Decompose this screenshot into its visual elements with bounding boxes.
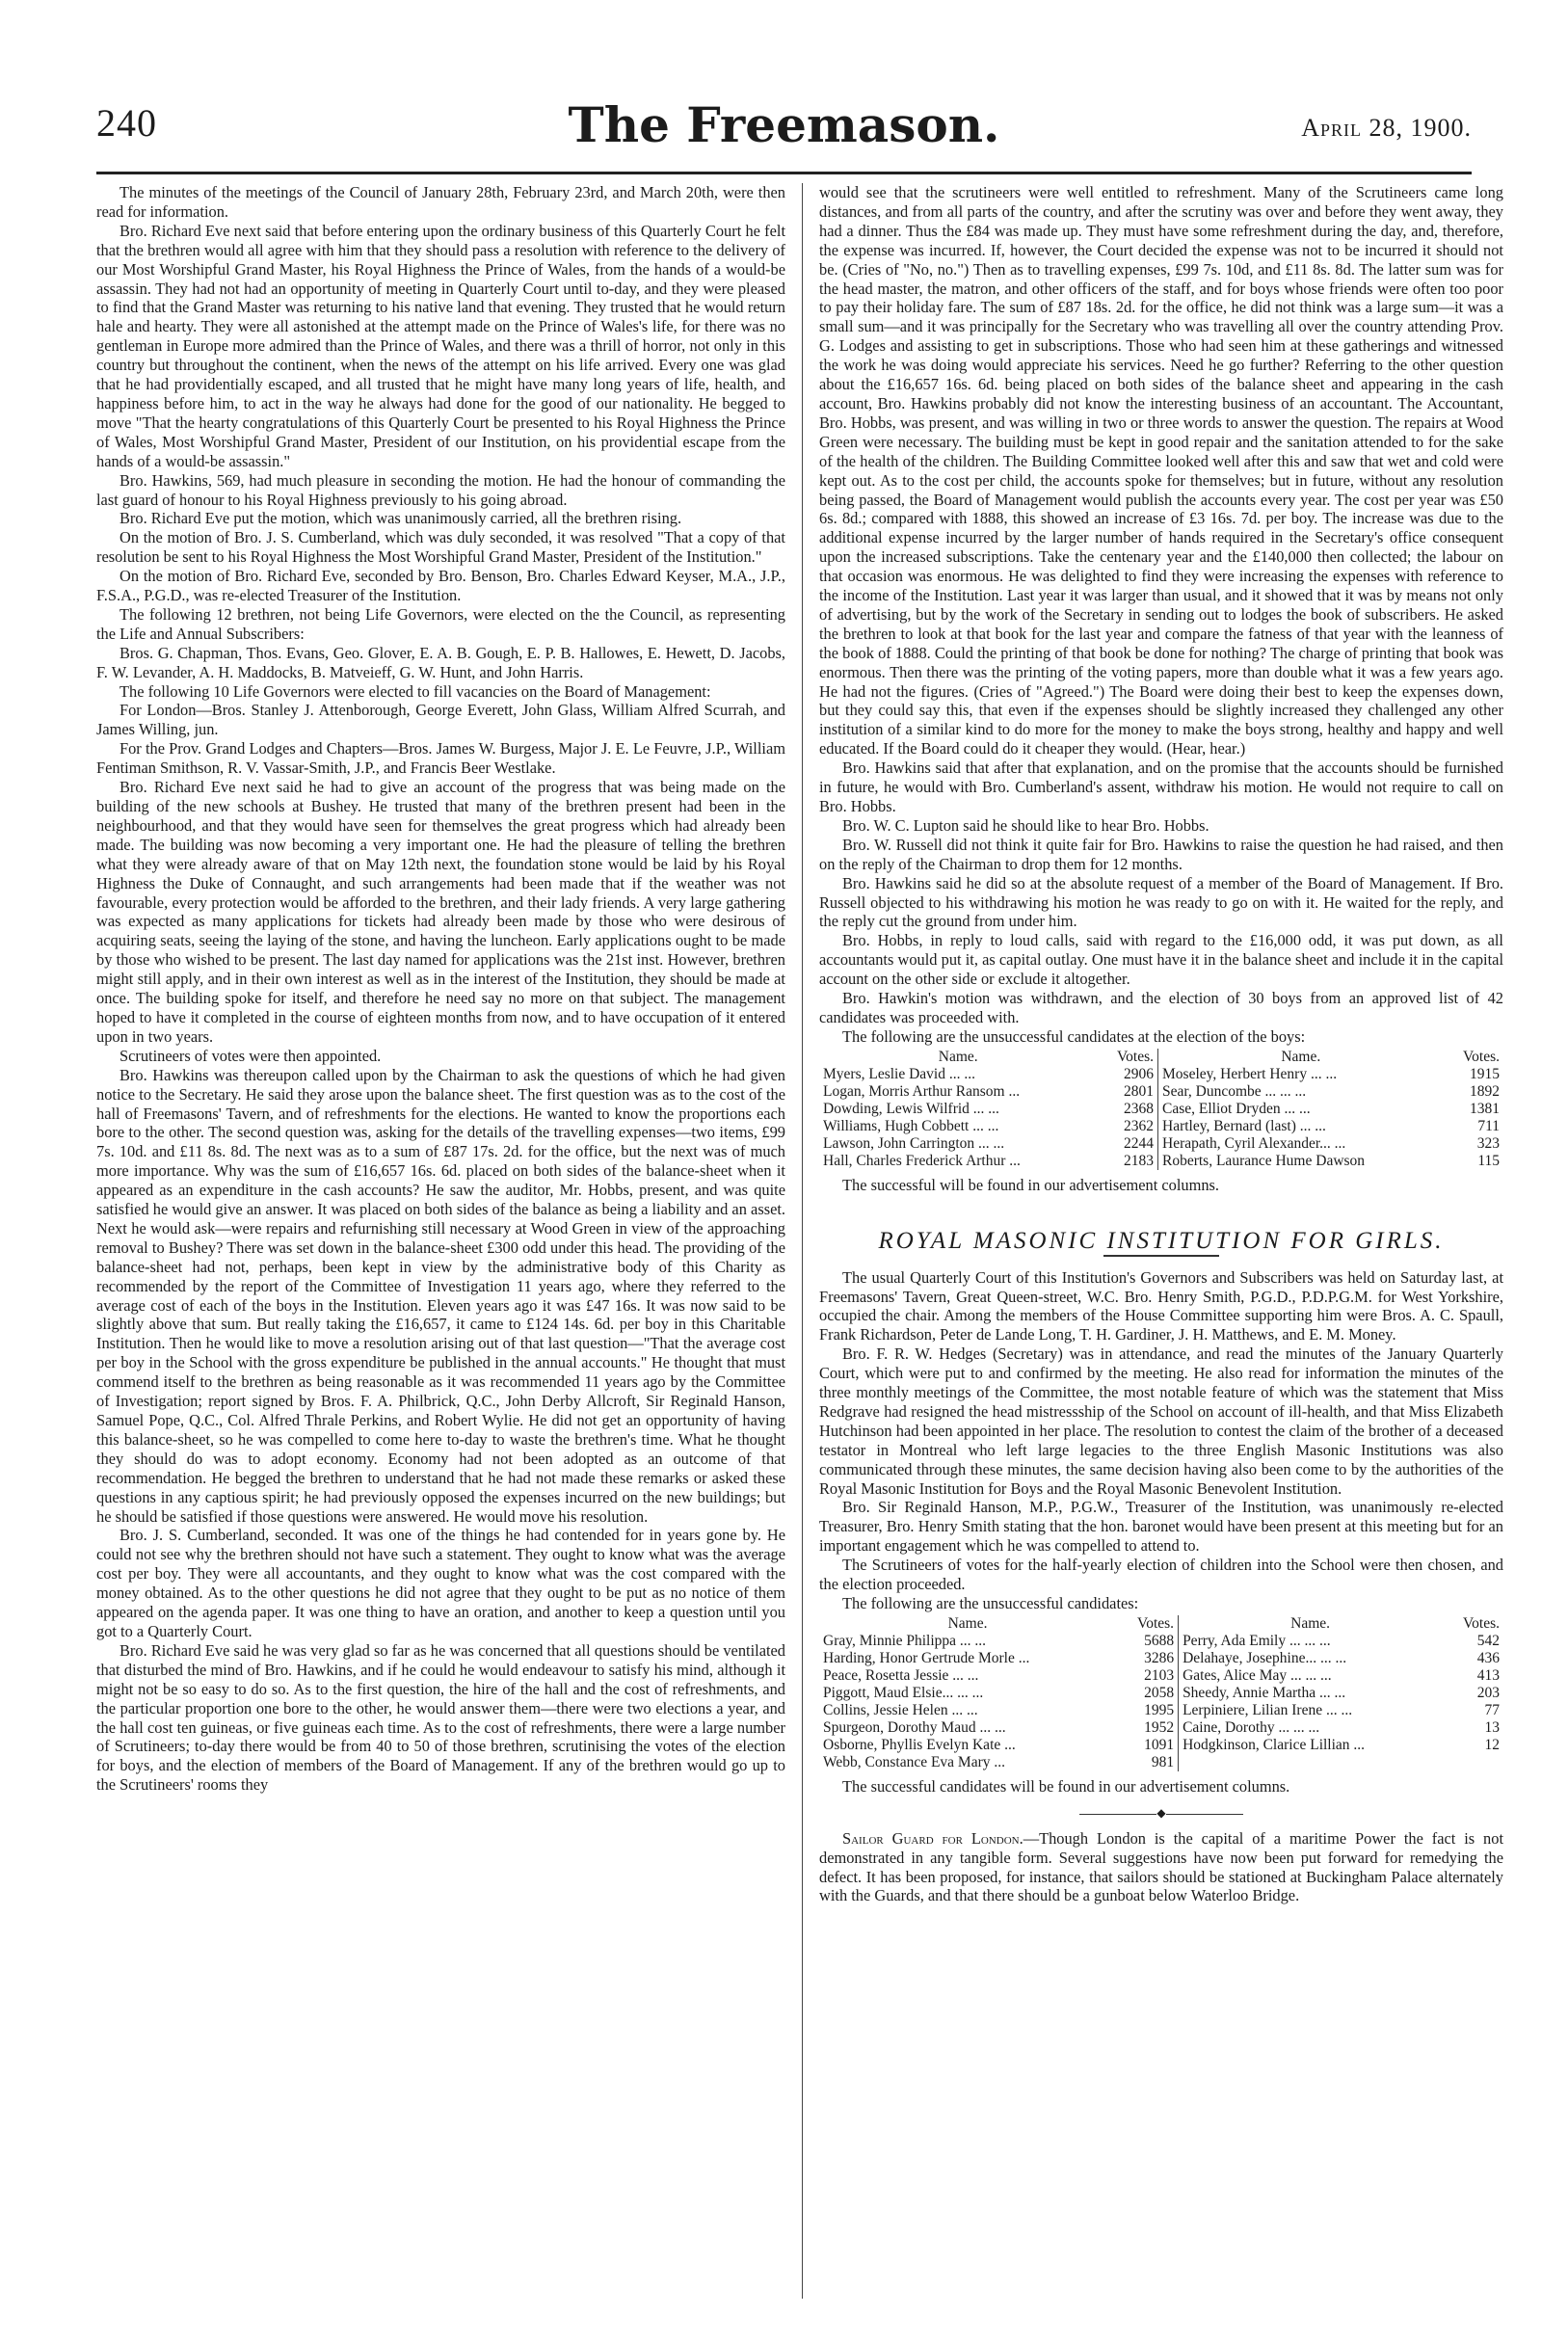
candidate-name: Collins, Jessie Helen ... ... [823,1701,978,1718]
paragraph: Bro. Hawkin's motion was withdrawn, and the election of 30 boys from an approved list of 42 candidates was proceeded with. [819,989,1503,1026]
paragraph: On the motion of Bro. J. S. Cumberland, which was duly seconded, it was resolved "That a copy of that resolution be sent to his Royal Highness the Most Worshipful Grand Master, President of the Institution." [96,528,785,567]
table-row [819,1685,1503,1702]
table-row [819,1667,1503,1685]
paragraph: Bro. Hawkins said he did so at the absolute request of a member of the Board of Management. If Bro. Russell objected to his withdrawing his motion he was ready to go on with it. He waited for the reply, and the reply cut the ground from under him. [819,873,1503,931]
candidate-votes: 2801 [1097,1083,1157,1101]
candidate-name: Logan, Morris Arthur Ransom ... [823,1082,1021,1100]
candidate-votes: 413 [1476,1666,1500,1684]
girls-votes-table [819,1615,1503,1771]
candidate-name: Hodgkinson, Clarice Lillian ... [1183,1736,1366,1753]
candidate-votes: 115 [1477,1152,1500,1169]
table-header-row [819,1049,1503,1066]
candidate-name: Peace, Rosetta Jessie ... ... [823,1666,979,1684]
candidate-name: Lawson, John Carrington ... ... [823,1134,1005,1152]
candidate-votes: 981 [1116,1754,1178,1771]
paragraph: Bro. W. Russell did not think it quite fair for Bro. Hawkins to raise the question he had raised, and then on the reply of the Chairman to drop them for 12 months. [819,835,1503,873]
candidate-name: Sheedy, Annie Martha ... ... [1183,1684,1346,1701]
candidate-votes: 13 [1484,1718,1500,1736]
candidate-name: Myers, Leslie David ... ... [823,1065,975,1082]
candidate-votes: 1995 [1116,1702,1178,1719]
candidate-name [1179,1754,1443,1771]
candidate-name: Delahaye, Josephine... ... ... [1183,1649,1347,1666]
candidate-votes: 2906 [1097,1066,1157,1083]
paragraph: would see that the scrutineers were well entitled to refreshment. Many of the Scrutineers came long distances, and from all parts of the country, and after the scrutiny was over and before they went away, they had a dinner. Thus the £84 was made up. They must have some refreshment during the day, and, therefore, the expense was incurred. If, however, the Court decided the expense was not to be incurred it should not be. (Cries of "No, no.") Then as to travelling expenses, £99 7s. 10d, and £11 8s. 8d. The latter sum was for the head master, the matron, and other officers of the staff, and for boys whose friends were often too poor to pay their holiday fare. The sum of £87 18s. 2d. for the office, he did not think was a large sum—it was a small sum—and it was principally for the Secretary who was travelling all over the country attending Prov. G. Lodges and assisting to get in subscriptions. Those who had seen him at these gatherings and witnessed the work he was doing would appreciate his services. Need he go further? Referring to the other question about the £16,657 16s. 6d. being placed on both sides of the balance sheet and appearing in the cash account, Bro. Hawkins probably did not know the interesting business of an accountant. The Accountant, Bro. Hobbs, was present, and was willing in two or three words to answer the question. The repairs at Wood Green were necessary. The building must be kept in good repair and the sanitation attended to for the sake of the health of the children. The Building Committee looked well after this and saw that wet and cold were kept out. As to the cost per child, the accounts spoke for themselves; but in future, without any resolution being passed, the Board of Management would publish the accounts every year. The cost per year was £50 6s. 8d.; compared with 1888, this showed an increase of £3 16s. 7d. per boy. The increase was due to the additional expense incurred by the larger number of hands required in the Secretary's office consequent upon the increased subscriptions. Take the centenary year and the £140,000 then collected; the labour on that occasion was enormous. He was delighted to find they were increasing the expenses with reference to the income of the Institution. Last year it was larger than usual, and it showed that it was by means not only of advertising, but by the work of the Secretary in sending out to lodges the book of subscribers. He asked the brethren to look at that book for the last year and compare the fatness of that year with the leanness of the book of 1888. Could the printing of that book be done for nothing? The charge of printing that book was enormous. Then there was the printing of the voting papers, more than double what it was a few years ago. He had not the figures. (Cries of "Agreed.") The Board were doing their best to keep the expenses down, but they could say this, that even if the expenses should be slightly increased they challenged any other institution of a similar kind to do more for the money to make the boys strong, healthy and happy and well educated. If the Board could do it cheaper they would. (Hear, hear.) [819,183,1503,758]
paragraph: Bro. J. S. Cumberland, seconded. It was one of the things he had contended for in years gone by. He could not see why the brethren should not have such a statement. They ought to know what was the average cost per boy. They were all accountants, and they ought to know what was the cost compared with the money obtained. As to the other questions he did not agree that they ought to be put as no notice of them appeared on the agenda paper. It was one thing to have an oration, and another to keep a question until you got to a Quarterly Court. [96,1526,785,1640]
masthead [96,96,1472,164]
paragraph: On the motion of Bro. Richard Eve, seconded by Bro. Benson, Bro. Charles Edward Keyser, M.A., J.P., F.S.A., P.G.D., was re-elected Treasurer of the Institution. [96,567,785,605]
candidate-name: Herapath, Cyril Alexander... ... [1162,1134,1346,1152]
column-header: Votes. [1462,1048,1500,1065]
candidate-votes: 323 [1476,1134,1500,1152]
candidate-name: Harding, Honor Gertrude Morle ... [823,1649,1030,1666]
section-heading: ROYAL MASONIC INSTITUTION FOR GIRLS. [878,1227,1445,1254]
candidate-votes: 1091 [1116,1737,1178,1754]
section-spacer [819,1195,1503,1211]
candidate-votes: 203 [1476,1684,1500,1701]
candidate-name: Osborne, Phyllis Evelyn Kate ... [823,1736,1016,1753]
candidate-votes: 1952 [1116,1719,1178,1737]
paragraph: The following are the unsuccessful candidates: [842,1594,1139,1612]
page-number: 240 [96,101,157,145]
paragraph: Bro. Hobbs, in reply to loud calls, said with regard to the £16,000 odd, it was put down, as all accountants would put it, as capital outlay. One must have it in the balance sheet and include it in the capital account on the other side or exclude it altogether. [819,931,1503,989]
candidate-votes: 711 [1477,1117,1500,1134]
table-row [819,1153,1503,1170]
table-row [819,1101,1503,1118]
section-ornament: ◆ [819,1804,1503,1823]
paragraph: The following 10 Life Governors were elected to fill vacancies on the Board of Management: [120,681,711,701]
table-row [819,1118,1503,1135]
masthead-rule [96,172,1472,174]
paragraph: The successful will be found in our advertisement columns. [842,1175,1220,1194]
column-divider [802,183,803,2299]
candidate-votes: 12 [1484,1736,1500,1753]
candidate-votes: 2362 [1097,1118,1157,1135]
paragraph: For the Prov. Grand Lodges and Chapters—Bros. James W. Burgess, Major J. E. Le Feuvre, J.P., William Fentiman Smithson, R. V. Vassar-Smith, J.P., and Francis Beer Westlake. [96,739,785,778]
column-header: Name. [938,1048,978,1065]
candidate-votes: 436 [1476,1649,1500,1666]
paragraph: The Scrutineers of votes for the half-yearly election of children into the School were then chosen, and the election proceeded. [819,1556,1503,1594]
table-row [819,1135,1503,1153]
paragraph: Bro. F. R. W. Hedges (Secretary) was in attendance, and read the minutes of the January Quarterly Court, which were put to and confirmed by the meeting. He also read for information the minutes of the three monthly meetings of the Committee, the most notable feature of which was the statement that Miss Redgrave had resigned the head mistressship of the School on account of ill-health, and that Miss Elizabeth Hutchinson had been appointed in her place. The resolution to contest the claim of the brother of a deceased testator in Montreal who left large legacies to the three English Masonic Institutions was also communicated through these minutes, the same decision having also been come to by the authorities of the Royal Masonic Institution for Boys and the Royal Masonic Benevolent Institution. [819,1344,1503,1498]
candidate-votes: 2103 [1116,1667,1178,1685]
candidate-name: Spurgeon, Dorothy Maud ... ... [823,1718,1006,1736]
table-header-row [819,1615,1503,1633]
column-header: Name. [1290,1614,1331,1632]
table-row [819,1754,1503,1771]
note-lead: Sailor Guard for London. [842,1828,1023,1848]
candidate-votes: 2368 [1097,1101,1157,1118]
candidate-name: Williams, Hugh Cobbett ... ... [823,1117,999,1134]
table-row [819,1650,1503,1667]
paragraph: Bro. Richard Eve put the motion, which was unanimously carried, all the brethren rising. [120,509,682,528]
paragraph: Bro. Hawkins said that after that explanation, and on the promise that the accounts should be furnished in future, he would with Bro. Cumberland's assent, withdraw his motion. He would not require to call on Bro. Hobbs. [819,758,1503,815]
column-header: Name. [1281,1048,1321,1065]
paragraph: Bro. Richard Eve next said he had to give an account of the progress that was being made on the building of the new schools at Bushey. He trusted that many of the brethren present had been in the neighbourhood, and that they would have seen for themselves the great progress which had already been made. The building was now becoming a very important one. He had the pleasure of telling the brethren what they were already aware of that on May 12th next, the foundation stone would be laid by his Royal Highness the Duke of Connaught, and such arrangements had been made that if the weather was not favourable, every protection would be afforded to the brethren, and their lady friends. A very large gathering was expected as many applications for tickets had already been made by those who were desirous of acquiring seats, seeing the laying of the stone, and having the luncheon. Early applications ought to be made by those who wished to be present. The last day named for applications was the 21st inst. However, brethren might still apply, and in their own interest as well as in the interest of the Institution, they should be made at once. The building spoke for itself, and therefore he need say no more on that subject. The management hoped to have it completed in the course of eighteen months from now, and to have occupation of it entered upon in two years. [96,778,785,1046]
candidate-name: Case, Elliot Dryden ... ... [1162,1100,1311,1117]
candidate-name: Gates, Alice May ... ... ... [1183,1666,1332,1684]
candidate-votes: 1381 [1470,1100,1500,1117]
candidate-votes: 5688 [1116,1633,1178,1650]
candidate-votes: 3286 [1116,1650,1178,1667]
paragraph: Bro. Richard Eve next said that before entering upon the ordinary business of this Quarterly Court he felt that the brethren would all agree with him that they should pass a resolution with reference to the delivery of our Most Worshipful Grand Master, his Royal Highness the Prince of Wales, from the hands of a would-be assassin. They had not had an opportunity of meeting in Quarterly Court until to-day, and they were pleased to find that the Grand Master was returning to his native land that evening. They trusted that he would return hale and hearty. They were all astonished at the attempt made on the Prince of Wales's life, for there was no gentleman in Europe more admired than the Prince of Wales, and there was a thrill of horror, not only in this country but throughout the continent, when the news of the attempt on his life arrived. Every one was glad that he had providentially escaped, and all trusted that he might have many long years of life, health, and happiness before him, to act in the way he always had done for the good of our nationality. He begged to move "That the hearty congratulations of this Quarterly Court be presented to his Royal Highness the Prince of Wales, Most Worshipful Grand Master, President of our Institution, on his providential escape from the hands of a would-be assassin." [96,221,785,470]
candidate-name: Gray, Minnie Philippa ... ... [823,1632,987,1649]
candidate-name: Dowding, Lewis Wilfrid ... ... [823,1100,999,1117]
paragraph: Bros. G. Chapman, Thos. Evans, Geo. Glover, E. A. B. Gough, E. P. B. Hallowes, E. Hewett, D. Jacobs, F. W. Levander, A. H. Maddocks, B. Matveieff, G. W. Hunt, and John Harris. [96,643,785,681]
table-row [819,1633,1503,1650]
candidate-name: Moseley, Herbert Henry ... ... [1162,1065,1338,1082]
candidate-votes: 542 [1476,1632,1500,1649]
sailor-guard-note [819,1829,1503,1906]
paragraph: The following are the unsuccessful candidates at the election of the boys: [842,1026,1306,1046]
paragraph: The usual Quarterly Court of this Institution's Governors and Subscribers was held on Saturday last, at Freemasons' Tavern, Great Queen-street, W.C. Bro. Henry Smith, P.G.D., P.D.P.G.M. for West Yorkshire, occupied the chair. Among the members of the House Committee supporting him were Bros. A. C. Spaull, Frank Richardson, Peter de Lande Long, T. H. Gardiner, J. H. Matthews, and E. M. Money. [819,1267,1503,1344]
paragraph: Bro. W. C. Lupton said he should like to hear Bro. Hobbs. [842,815,1209,835]
paragraph: Bro. Hawkins was thereupon called upon by the Chairman to ask the questions of which he had given notice to the Secretary. He said they arose upon the balance sheet. The first question was as to the cost of the hall of Freemasons' Tavern, and of refreshments for the elections. He wanted to know the proportions each bore to the other. The second question was, asking for the details of the travelling expenses—two items, £99 7s. 10d. and £11 8s. 8d. The next was as to a sum of £87 17s. 2d. for the office, but the next was of much more importance. Why was the sum of £16,657 16s. 6d. placed on both sides of the balance-sheet when it appeared as an expenditure in the cash accounts? He saw the auditor, Mr. Hobbs, present, and was quite satisfied he would give an answer. It was placed on both sides of the balance as being a liability and an asset. Next he would ask—were repairs and refurnishing still necessary at Wood Green in view of the approaching removal to Bushey? There was set down in the balance-sheet £300 odd under this head. The providing of the balance-sheet had not, perhaps, been kept in view by the administrative body of this Charity as recommended by the report of the Committee of Investigation 11 years ago, where they referred to the average cost of each of the boys in the Institution. Eleven years ago it was £47 16s. It was now said to be slightly above that sum. But really taking the £16,657, it came to £124 14s. 6d. per boy in this Charitable Institution. Then he would like to move a resolution arising out of that last question—"That the average cost per boy in the School with the gross expenditure be published in the annual accounts." He thought that must commend itself to the brethren as being reasonable as it was recommended 11 years ago by the Committee of Investigation; report signed by Bros. F. A. Philbrick, Q.C., John Derby Allcroft, Sir Reginald Hanson, Samuel Pope, Q.C., Col. Alfred Thrale Perkins, and Robert Wylie. He did not get an opportunity of having this balance-sheet, so he was compelled to come here to-day to waste the brethren's time. What he thought they should do was to adopt economy. Economy had not been adopted as an outcome of that recommendation. He begged the brethren to understand that he had not made these remarks or asked these questions in any captious spirit; he had previously opposed the expenses incurred on the new buildings; but he should be satisfied if those questions were answered. He would move his resolution. [96,1065,785,1526]
paragraph: Scrutineers of votes were then appointed. [120,1046,382,1065]
issue-date: April 28, 1900. [1301,114,1472,142]
candidate-name: Webb, Constance Eva Mary ... [823,1753,1006,1770]
column-header: Votes. [1462,1614,1500,1632]
heading-rule [1103,1255,1219,1257]
column-header: Votes. [1097,1049,1157,1066]
candidate-votes: 2183 [1097,1153,1157,1170]
candidate-votes: 1892 [1470,1082,1500,1100]
candidate-name: Sear, Duncombe ... ... ... [1162,1082,1307,1100]
candidate-name: Caine, Dorothy ... ... ... [1183,1718,1320,1736]
boys-votes-table [819,1049,1503,1170]
candidate-name: Perry, Ada Emily ... ... ... [1183,1632,1331,1649]
newspaper-title: The Freemason. [568,96,1000,153]
paragraph: For London—Bros. Stanley J. Attenborough, George Everett, John Glass, William Alfred Scurrah, and James Willing, jun. [96,701,785,739]
candidate-votes: 77 [1484,1701,1500,1718]
paragraph: The successful candidates will be found in our advertisement columns. [842,1776,1290,1796]
paragraph: Bro. Hawkins, 569, had much pleasure in seconding the motion. He had the honour of commanding the last guard of honour to his Royal Highness previously to his going abroad. [96,470,785,509]
candidate-name: Piggott, Maud Elsie... ... ... [823,1684,984,1701]
paragraph: The following 12 brethren, not being Life Governors, were elected on the the Council, as representing the Life and Annual Subscribers: [96,604,785,643]
candidate-name: Lerpiniere, Lilian Irene ... ... [1183,1701,1353,1718]
paragraph: Bro. Richard Eve said he was very glad so far as he was concerned that all questions should be ventilated that disturbed the mind of Bro. Hawkins, and if he could he would endeavour to satisfy his mind, although it might not be so easy to do so. As to the first question, the hire of the hall and the cost of refreshments, and the particular proportion one bore to the other, he would answer them—there were two elections a year, and the hall cost ten guineas, or five guineas each time. As to the cost of refreshments, there were a large number of Scrutineers; to-day there would be from 40 to 50 of those brethren, scrutinising the votes of the election for boys, and the election of members of the Board of Management. If any of the brethren would go up to the Scrutineers' rooms they [96,1640,785,1795]
candidate-votes: 2058 [1116,1685,1178,1702]
note-text: —Though London is the capital of a maritime Power the fact is not demonstrated in any tangible form. Several suggestions have now been put forward for remedying the defect. It has been proposed, for instance, that sailors should be stationed at Buckingham Palace alternately with the Guards, and that there should be a gunboat below Waterloo Bridge. [819,1828,1504,1905]
candidate-name: Hall, Charles Frederick Arthur ... [823,1152,1021,1169]
column-header: Name. [947,1614,988,1632]
candidate-name: Roberts, Laurance Hume Dawson [1162,1152,1366,1169]
candidate-votes [1442,1754,1503,1771]
candidate-votes: 2244 [1097,1135,1157,1153]
left-column [96,183,785,1795]
table-row [819,1083,1503,1101]
table-row [819,1702,1503,1719]
paragraph: The minutes of the meetings of the Council of January 28th, February 23rd, and March 20th, were then read for information. [96,183,785,221]
right-column [819,183,1503,1905]
table-row [819,1719,1503,1737]
column-header: Votes. [1116,1615,1178,1633]
table-row [819,1066,1503,1083]
paragraph: Bro. Sir Reginald Hanson, M.P., P.G.W., Treasurer of the Institution, was unanimously re-elected Treasurer, Bro. Henry Smith stating that the hon. baronet would have been present at this meeting but for an important engagement which he was compelled to attend to. [819,1498,1503,1556]
table-row [819,1737,1503,1754]
candidate-votes: 1915 [1470,1065,1500,1082]
candidate-name: Hartley, Bernard (last) ... ... [1162,1117,1326,1134]
